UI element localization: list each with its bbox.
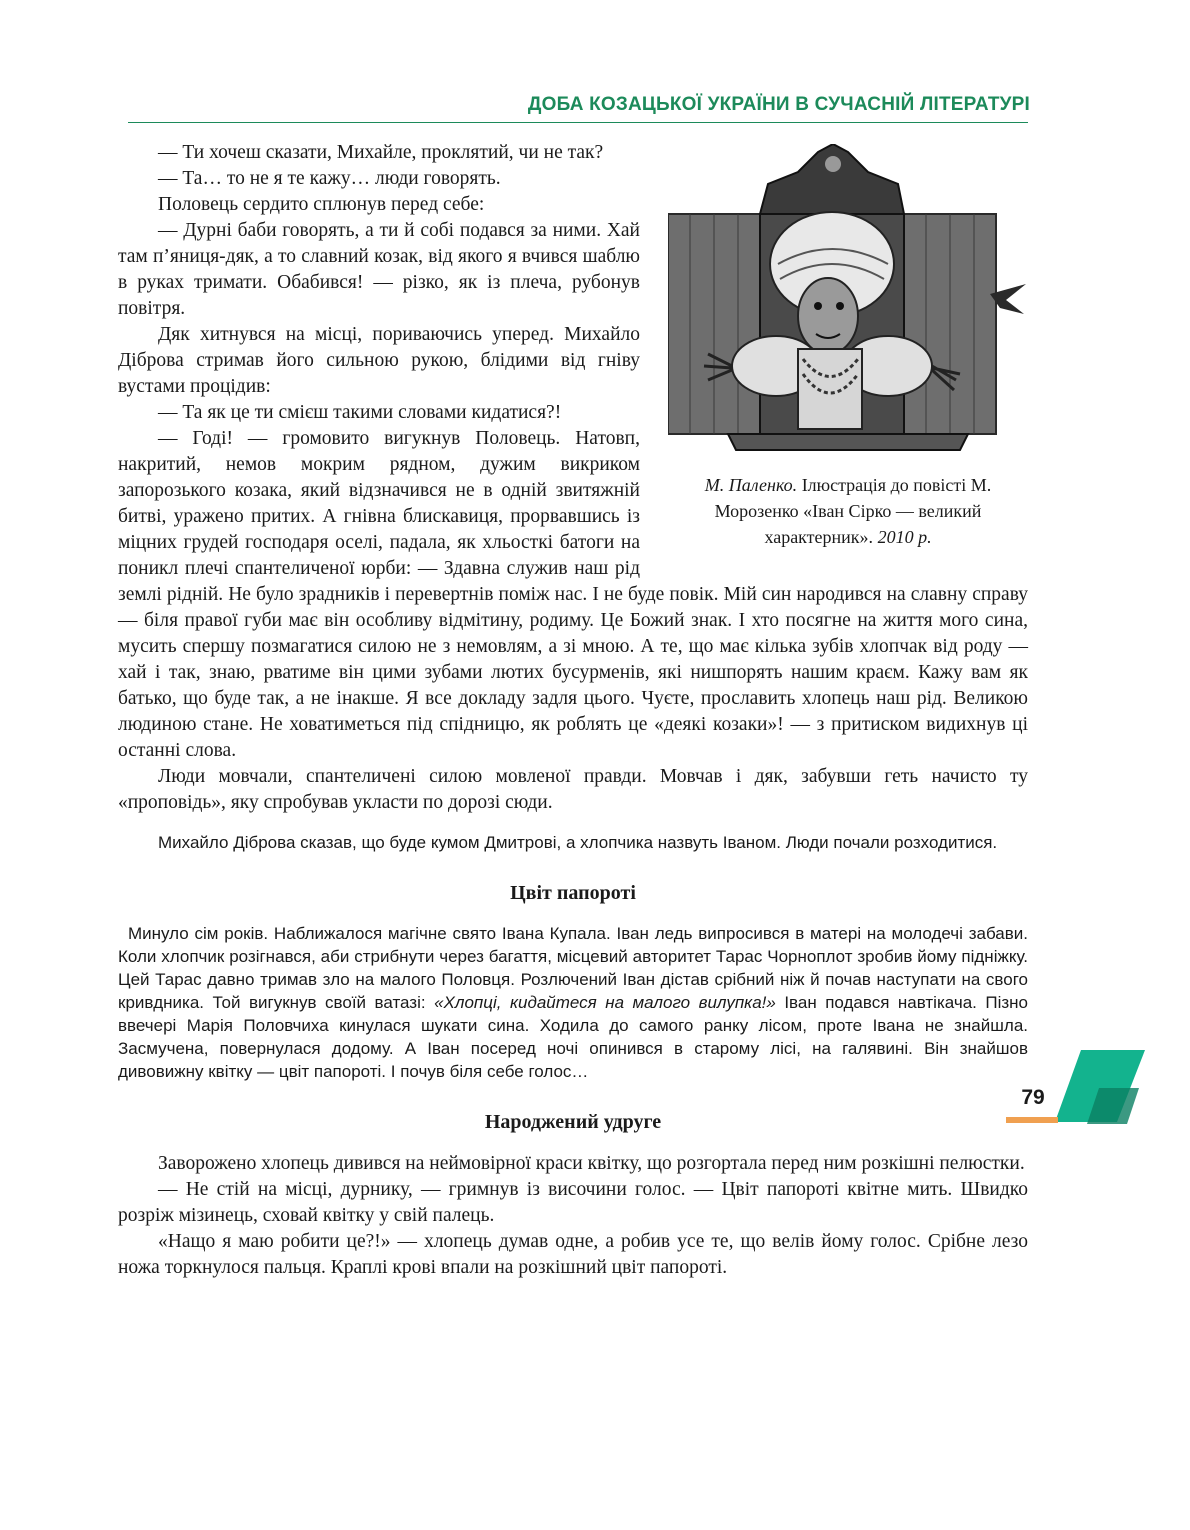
summary-text-before: Минуло сім років. Наближалося магічне свято Івана Купала. Іван ледь випросився в матері на молодечі забави. Коли хлопчик розігнався, аби стрибнути через багаття, місцевий авторитет Тарас Чорноплот зробив йому підніжку. Цей Тарас давно тримав зло на малого Половця. Розлючений Іван дістав срібний ніж й почав наступати на свого кривдника. Той вигукнув своїй ватазі: — [118, 924, 1028, 1012]
page-corner-decoration — [1055, 1050, 1145, 1134]
caption-text: Ілюстрація до повісті М. Морозенко «Іван Сірко — великий характерник». — [714, 475, 992, 547]
section-title-fern-flower: Цвіт папороті — [510, 882, 636, 904]
illustration-image — [668, 144, 1028, 460]
page-number-bar — [1006, 1117, 1058, 1123]
paragraph: — Не стій на місці, дурнику, — гримнув із височини голос. — Цвіт папороті квітне мить. Швидко розріж мізинець, сховай квітку у свій палець. — [118, 1179, 1028, 1226]
paragraph: — Ти хочеш сказати, Михайле, проклятий, чи не так? — [158, 142, 604, 163]
caption-author: М. Паленко. — [704, 475, 798, 495]
running-header: ДОБА КОЗАЦЬКОЇ УКРАЇНИ В СУЧАСНІЙ ЛІТЕРАТУРІ — [527, 94, 1030, 115]
summary-text-after: Іван подався навтікача. Пізно ввечері Марія Половчиха кинулася шукати сина. Ходила до самого ранку лісом, проте Івана не знайшла. Засмучена, повернулася додому. А Іван посеред ночі опинився в старому лісі, на галявині. Він знайшов дивовижну квітку — цвіт папороті. І почув біля себе голос… — [118, 993, 1028, 1081]
paragraph: «Нащо я маю робити це?!» — хлопець думав одне, а робив усе те, що велів йому голос. Срібне лезо ножа торкнулося пальця. Краплі крові впали на розкішний цвіт папороті. — [118, 1231, 1028, 1278]
paragraph: Люди мовчали, спантеличені силою мовленої правди. Мовчав і дяк, забувши геть начисто ту «проповідь», яку спробував укласти по дорозі сюди. — [118, 766, 1028, 813]
paragraph: — Та… то не я те кажу… люди говорять. — [158, 168, 501, 189]
caption-year: 2010 р. — [877, 527, 932, 547]
paragraph: Заворожено хлопець дивився на неймовірної краси квітку, що розгортала перед ним розкішні пелюстки. — [158, 1153, 1025, 1174]
summary-quote: «Хлопці, кидайтеся на малого вилупка!» — [434, 993, 776, 1012]
paragraph: — Та як це ти смієш такими словами кидатися?! — [158, 402, 562, 423]
section-title-born-again: Народжений удруге — [484, 1111, 662, 1133]
header-rule — [128, 122, 1028, 123]
paragraph: — Дурні баби говорять, а ти й собі подався за ними. Хай там п’яниця-дяк, а то славний козак, від якого я вчився шаблю в руках тримати. Обабився! — різко, як із плеча, рубонув повітря. — [118, 220, 640, 319]
summary-paragraph: Михайло Діброва сказав, що буде кумом Дмитрові, а хлопчика назвуть Іваном. Люди почали розходитися. — [158, 833, 998, 852]
paragraph: Дяк хитнувся на місці, пориваючись уперед. Михайло Діброва стримав його сильною рукою, блідими від гніву вустами процідив: — [118, 324, 640, 397]
illustration-figure — [668, 144, 1028, 550]
summary-paragraph-fern — [118, 922, 1028, 1083]
page-number: 79 — [1021, 1086, 1045, 1109]
body-text — [118, 140, 1028, 1281]
illustration-caption — [668, 472, 1028, 550]
paragraph: — Годі! — громовито вигукнув Половець. Натовп, накритий, немов мокрим рядном, дужим викриком запорозького козака, який відзначився не в одній звитяжній битві, уражено притих. А гнівна блискавиця, прорвавшись із міцних грудей господаря оселі, падала, як хльосткі батоги на поникл плечі спантеличеної юрби: — Здавна служив наш рід землі рідній. Не було зрадників і перевертнів поміж нас. І не буде повік. Мій син народився на славну справу — біля правої губи має він особливу відмітину, родиму. Це Божий знак. І хто посягне на життя мого сина, мусить спершу позмагатися силою не з немовлям, а зі мною. А те, що має кілька зубів хлопчак від роду — хай і так, знаю, рватиме він цими зубами лютих бусурменів, які нишпорять нашим краєм. Кажу вам як батько, що буде так, а не інакше. Я все докладу задля цього. Чуєте, прославить хлопець наш рід. Великою людиною стане. Не ховатиметься під спідницю, як роблять це «деякі козаки»! — з притиском видихнув ці останні слова. — [118, 428, 1028, 761]
paragraph: Половець сердито сплюнув перед себе: — [158, 194, 485, 215]
